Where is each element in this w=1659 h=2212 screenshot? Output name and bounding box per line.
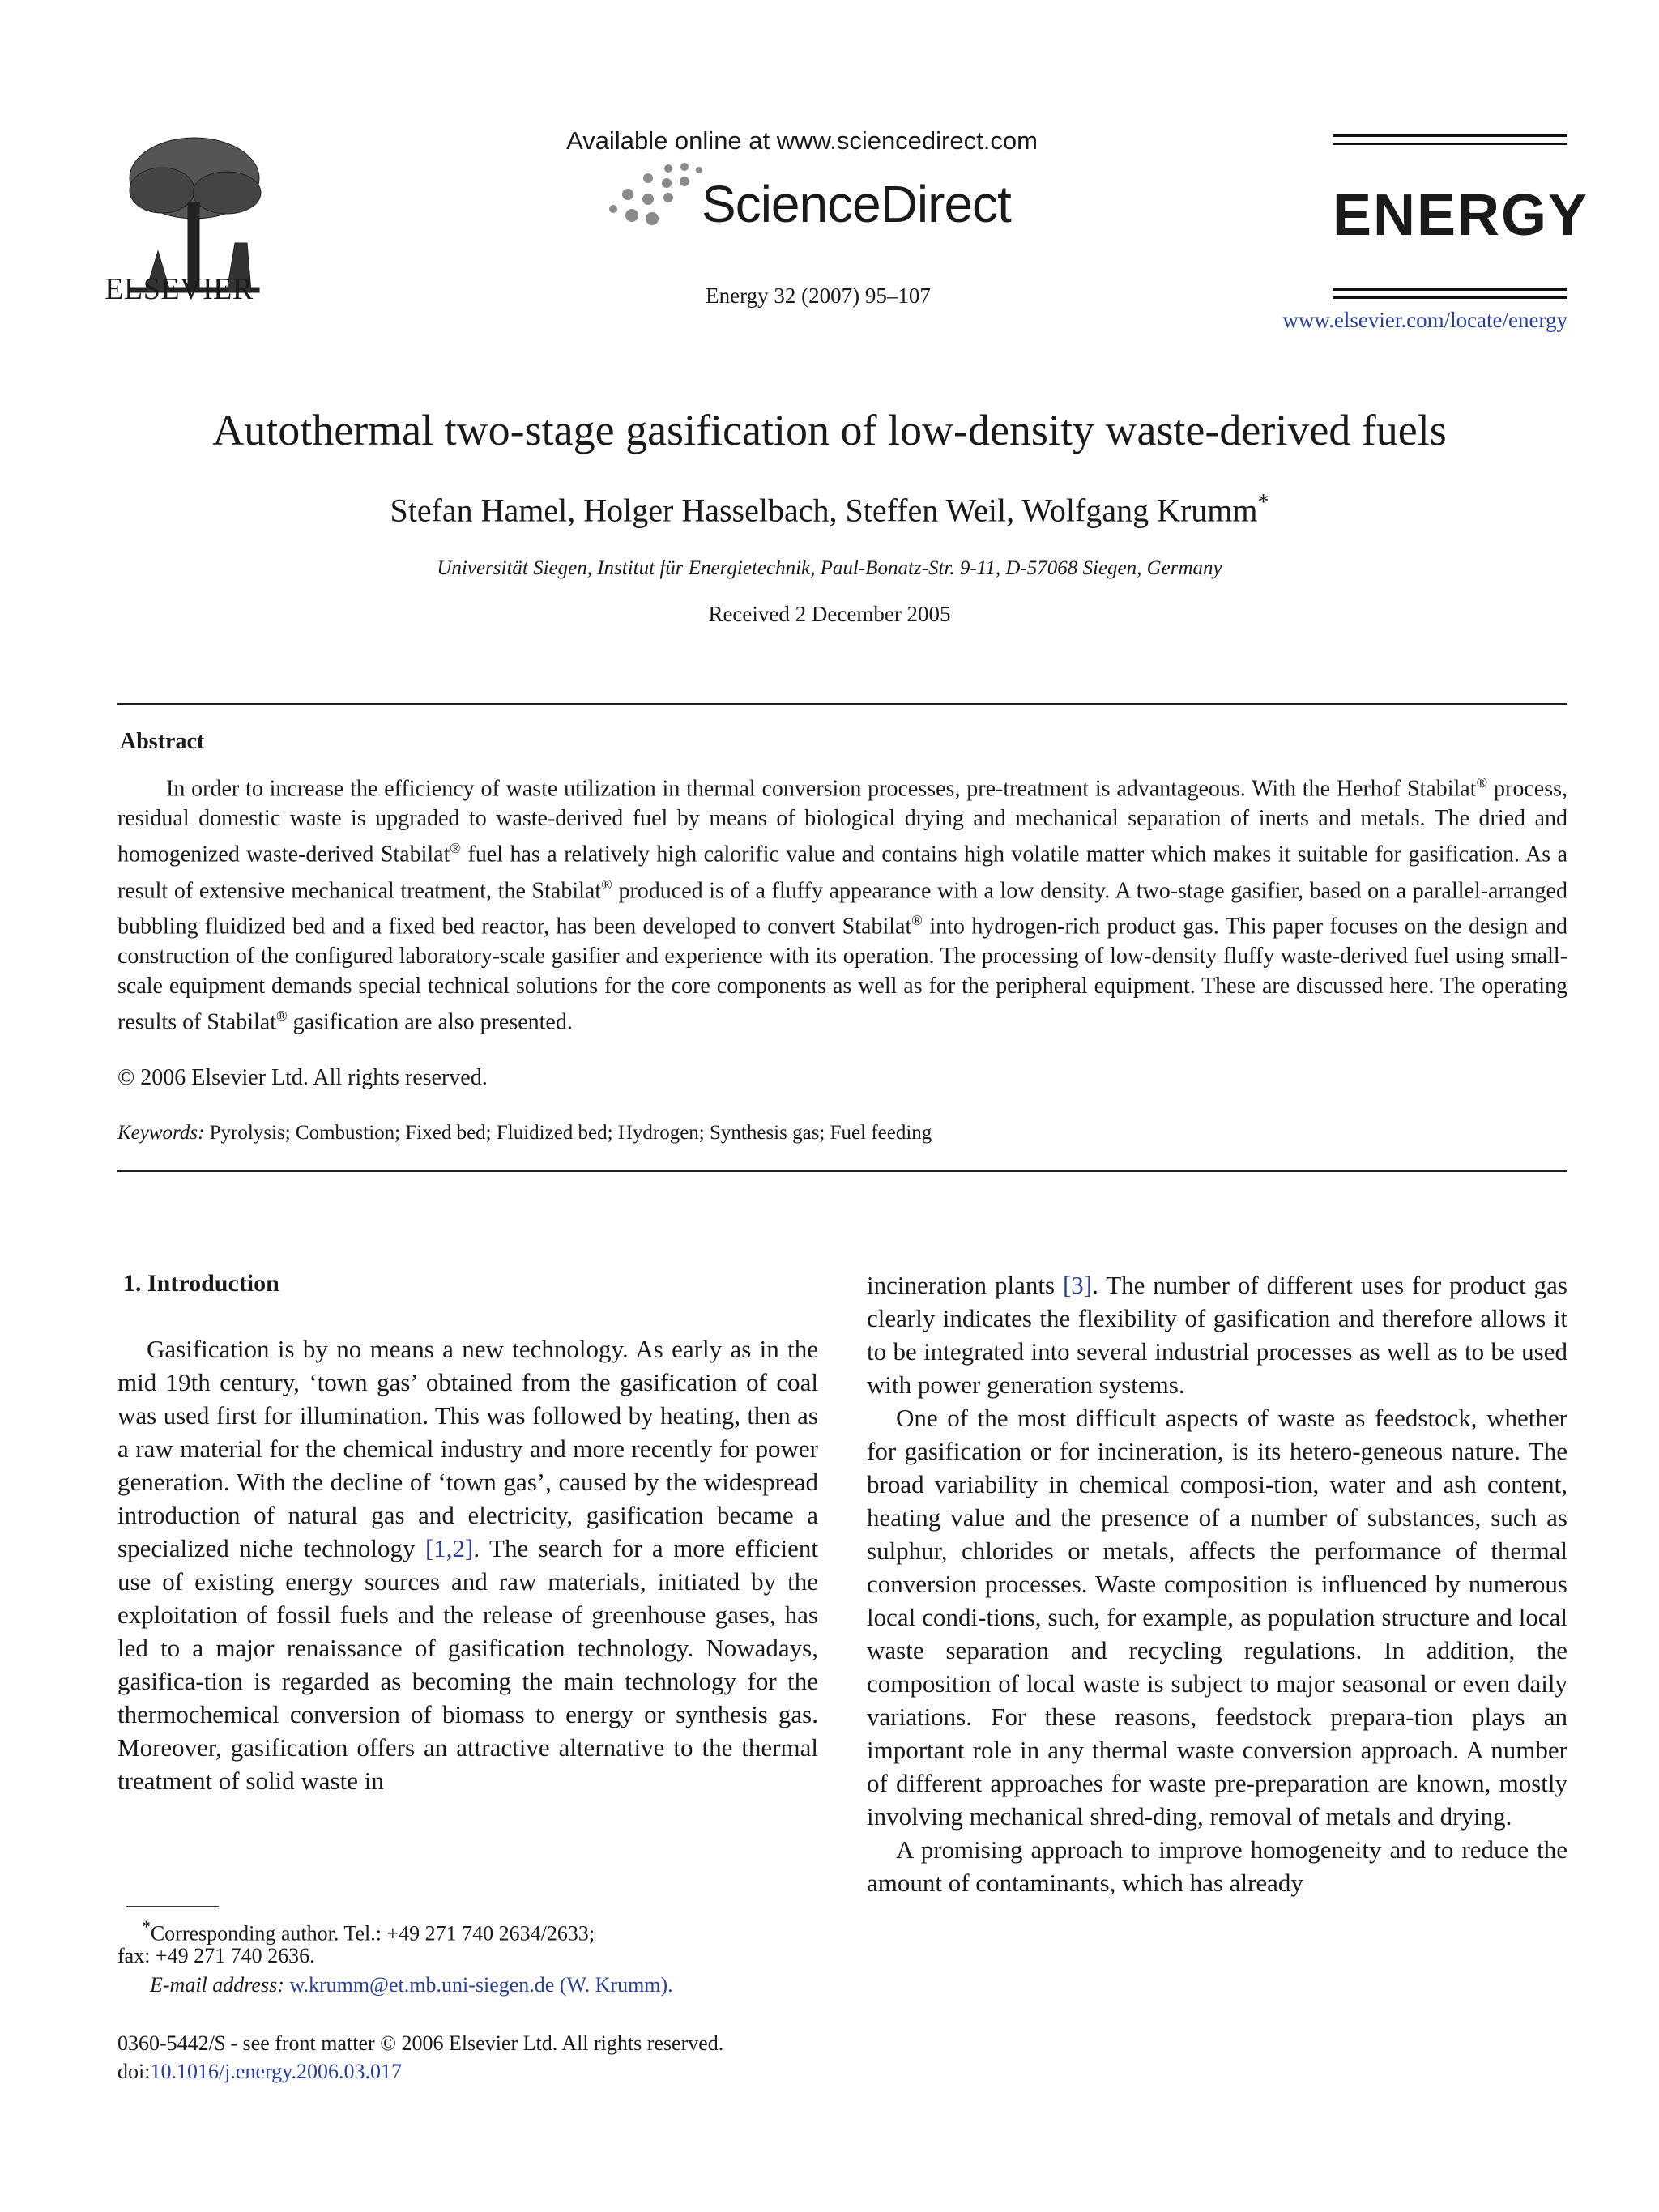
email-link[interactable]: w.krumm@et.mb.uni-siegen.de (W. Krumm). bbox=[289, 1973, 673, 1997]
front-matter bbox=[117, 2029, 723, 2086]
abstract-heading: Abstract bbox=[120, 729, 205, 754]
article-title: Autothermal two-stage gasification of low-density waste-derived fuels bbox=[212, 406, 1447, 454]
keywords-label: Keywords: bbox=[117, 1122, 205, 1144]
section-heading: 1. Introduction bbox=[123, 1270, 279, 1297]
footnote-fax: fax: +49 271 740 2636. bbox=[117, 1944, 315, 1967]
abstract-bottom-rule bbox=[117, 1170, 1567, 1172]
paragraph: Gasification is by no means a new technology. As early as in the mid 19th century, ‘town gas’ obtained from the gasification of coal was used first for illumination. This was followed by heating, then as a raw material for the chemical industry and more recently for power generation. With the decline of ‘town gas’, caused by the widespread introduction of natural gas and electricity, gasification became a specialized niche technology [1,2]. The search for a more efficient use of existing energy sources and raw materials, initiated by the exploitation of fossil fuels and the release of greenhouse gases, has led to a major renaissance of gasification technology. Nowadays, gasifica-tion is regarded as becoming the main technology for the thermochemical conversion of biomass to energy or synthesis gas. Moreover, gasification offers an attractive alternative to the thermal treatment of solid waste in bbox=[117, 1335, 818, 1795]
footnote-rule bbox=[126, 1906, 219, 1907]
keywords bbox=[117, 1122, 1567, 1144]
journal-citation: Energy 32 (2007) 95–107 bbox=[706, 283, 931, 308]
publisher-name: ELSEVIER bbox=[104, 272, 254, 306]
body-column-right bbox=[867, 1268, 1567, 1899]
abstract-copyright: © 2006 Elsevier Ltd. All rights reserved. bbox=[117, 1065, 488, 1090]
citation-link[interactable]: [3] bbox=[1062, 1271, 1093, 1299]
sciencedirect-dots-icon bbox=[603, 162, 709, 231]
journal-url-link[interactable]: www.elsevier.com/locate/energy bbox=[1282, 308, 1567, 332]
paragraph: One of the most difficult aspects of waste as feedstock, whether for gasification or for incineration, is its hetero-geneous nature. The broad variability in chemical composi-tion, water and ash content, heating value and the presence of a number of substances, such as sulphur, chlorides or metals, affects the performance of thermal conversion processes. Waste composition is influenced by numerous local condi-tions, such, for example, as population structure and local waste separation and recycling regulations. In addition, the composition of local waste is subject to major seasonal or even daily variations. For these reasons, feedstock prepara-tion plays an important role in any thermal waste conversion approach. A number of different approaches for waste pre-preparation are known, mostly involving mechanical shred-ding, removal of metals and drying. bbox=[867, 1404, 1567, 1831]
journal-logo: ENERGY bbox=[1333, 183, 1589, 248]
footnote-email: E-mail address: w.krumm@et.mb.uni-siegen.de (W. Krumm). bbox=[150, 1973, 673, 1997]
available-online-text: Available online at www.sciencedirect.com bbox=[566, 126, 1038, 155]
citation-link[interactable]: [1,2] bbox=[424, 1534, 474, 1562]
footnote-corresponding: *Corresponding author. Tel.: +49 271 740 2634/2633; bbox=[142, 1917, 595, 1946]
doi-link[interactable]: 10.1016/j.energy.2006.03.017 bbox=[150, 2060, 402, 2083]
paragraph: A promising approach to improve homogeneity and to reduce the amount of contaminants, which has already bbox=[867, 1835, 1567, 1897]
corresponding-mark[interactable]: * bbox=[1257, 490, 1269, 515]
body-column-left bbox=[117, 1332, 818, 1797]
abstract-text: In order to increase the efficiency of waste utilization in thermal conversion processes, pre-treatment is advantageous. With the Herhof Stabilat® process, residual domestic waste is upgraded to waste-derived fuel by means of biological drying and mechanical separation of inerts and metals. The dried and homogenized waste-derived Stabilat® fuel has a relatively high calorific value and contains high volatile matter which makes it suitable for gasification. As a result of extensive mechanical treatment, the Stabilat® produced is of a fluffy appearance with a low density. A two-stage gasifier, based on a parallel-arranged bubbling fluidized bed and a fixed bed reactor, has been developed to convert Stabilat® into hydrogen-rich product gas. This paper focuses on the design and construction of the configured laboratory-scale gasifier and experience with its operation. The processing of low-density fluffy waste-derived fuel using small-scale equipment demands special technical solutions for the core components as well as for the peripheral equipment. These are discussed here. The operating results of Stabilat® gasification are also presented. bbox=[117, 774, 1568, 1035]
author-list bbox=[162, 490, 1497, 529]
issn-line: 0360-5442/$ - see front matter © 2006 Elsevier Ltd. All rights reserved. bbox=[117, 2031, 724, 2055]
doi-line: doi:10.1016/j.energy.2006.03.017 bbox=[117, 2060, 402, 2083]
header-rule bbox=[1333, 143, 1567, 145]
received-date: Received 2 December 2005 bbox=[708, 602, 951, 626]
header-rule bbox=[1333, 296, 1567, 299]
sciencedirect-logo: ScienceDirect bbox=[702, 175, 1011, 233]
paragraph: incineration plants [3]. The number of different uses for product gas clearly indicates the flexibility of gasification and therefore allows it to be integrated into several industrial processes as well as to be used with power generation systems. bbox=[867, 1271, 1567, 1399]
affiliation: Universität Siegen, Institut für Energietechnik, Paul-Bonatz-Str. 9-11, D-57068 Siegen, Germany bbox=[437, 557, 1222, 579]
header-rule bbox=[1333, 134, 1567, 137]
keywords-list: Pyrolysis; Combustion; Fixed bed; Fluidized bed; Hydrogen; Synthesis gas; Fuel feeding bbox=[209, 1122, 932, 1144]
abstract-top-rule bbox=[117, 703, 1567, 705]
author-names: Stefan Hamel, Holger Hasselbach, Steffen Weil, Wolfgang Krumm bbox=[390, 492, 1258, 529]
header-rule bbox=[1333, 288, 1567, 291]
